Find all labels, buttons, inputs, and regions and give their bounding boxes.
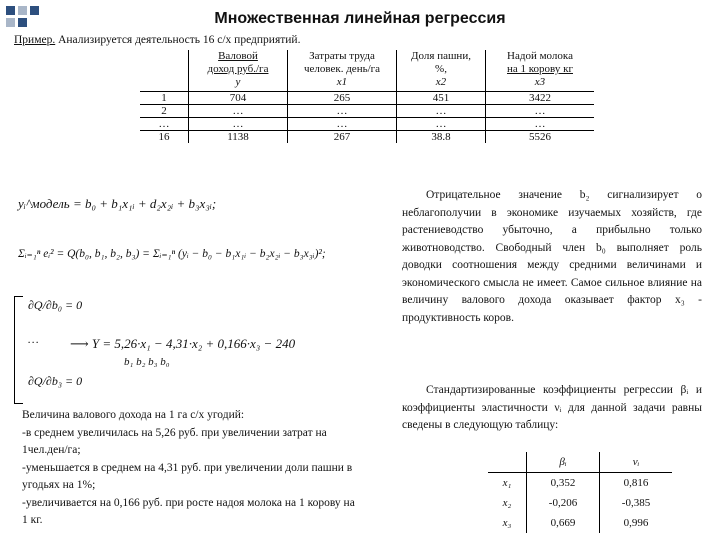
table-row: x₃ 0,669 0,996 [488, 513, 672, 533]
model-formula: yᵢ^модель = b₀ + b₁x₁ᵢ + d₂x₂ᵢ + b₃x₃ᵢ; [18, 196, 217, 211]
table-row: 2 … … … … [140, 105, 594, 118]
deriv-b3: ∂Q/∂b₃ = 0 [28, 374, 83, 388]
data-table [140, 50, 594, 143]
standardized-paragraph: Стандартизированные коэффициенты регрессии βᵢ и коэффициенты эластичности νᵢ для данной задачи равны сведены в следующую таблицу: [402, 384, 702, 431]
table-row: 1 704 265 451 3422 [140, 92, 594, 105]
deriv-dots: … [28, 332, 39, 346]
col-x2-header: Доля пашни, %, x2 [397, 50, 486, 92]
coefficients-table: βᵢ νᵢ x₁ 0,352 0,816 x₂ -0,206 -0,385 x₃ 0,669 0,996 [488, 452, 672, 533]
regression-result-sub: b₁ b₂ b₃ b₀ [124, 356, 170, 368]
col-y-header: Валовой доход руб./га y [189, 50, 288, 92]
system-bracket [14, 296, 23, 404]
analysis-paragraph: Отрицательное значение b₂ сигнализирует о неблагополучии в экономике изучаемых хозяйств, где растениеводство убыточно, а прибыльно только животноводство. Свободный член b₀ выполняет роль доводки соотношения между средними величинами и экономического смысла не имеет. Самое сильное влияние на величину валового дохода оказывает фактор x₃ - продуктивность коров. [402, 189, 702, 324]
table-row: … … … … … [140, 118, 594, 131]
list-item: -уменьшается в среднем на 4,31 руб. при увеличении доли пашни в угодьях на 1%; [22, 461, 353, 491]
regression-result: ⟶ Y = 5,26·x₁ − 4,31·x₂ + 0,166·x₃ − 240 [70, 336, 296, 351]
list-item: -увеличивается на 0,166 руб. при росте надоя молока на 1 корову на 1 кг. [22, 496, 355, 526]
interpretation-notes: Величина валового дохода на 1 га с/х угодий: -в среднем увеличилась на 5,26 руб. при увеличении затрат на 1чел.ден/га; -уменьшается в среднем на 4,31 руб. при увеличении доли пашни в угодьях на 1%; -увеличивается на 0,166 руб. при росте надоя молока на 1 корову на 1 кг. [22, 407, 362, 530]
deriv-b0: ∂Q/∂b₀ = 0 [28, 298, 83, 312]
col-x3-header: Надой молока на 1 корову кг x3 [486, 50, 595, 92]
page-title: Множественная линейная регрессия [214, 10, 506, 27]
col-x1-header: Затраты труда человек. день/га x1 [288, 50, 397, 92]
table-row: 16 1138 267 38.8 5526 [140, 131, 594, 144]
sse-formula: Σᵢ₌₁ⁿ eᵢ² = Q(b₀, b₁, b₂, b₃) = Σᵢ₌₁ⁿ (yᵢ − b₀ − b₁x₁ᵢ − b₂x₂ᵢ − b₃x₃ᵢ)²; [18, 248, 326, 260]
table-row: x₁ 0,352 0,816 [488, 473, 672, 494]
intro-text: Пример. Анализируется деятельность 16 с/х предприятий. [14, 34, 301, 46]
table-row: x₂ -0,206 -0,385 [488, 493, 672, 513]
list-item: -в среднем увеличилась на 5,26 руб. при увеличении затрат на 1чел.ден/га; [22, 426, 327, 456]
